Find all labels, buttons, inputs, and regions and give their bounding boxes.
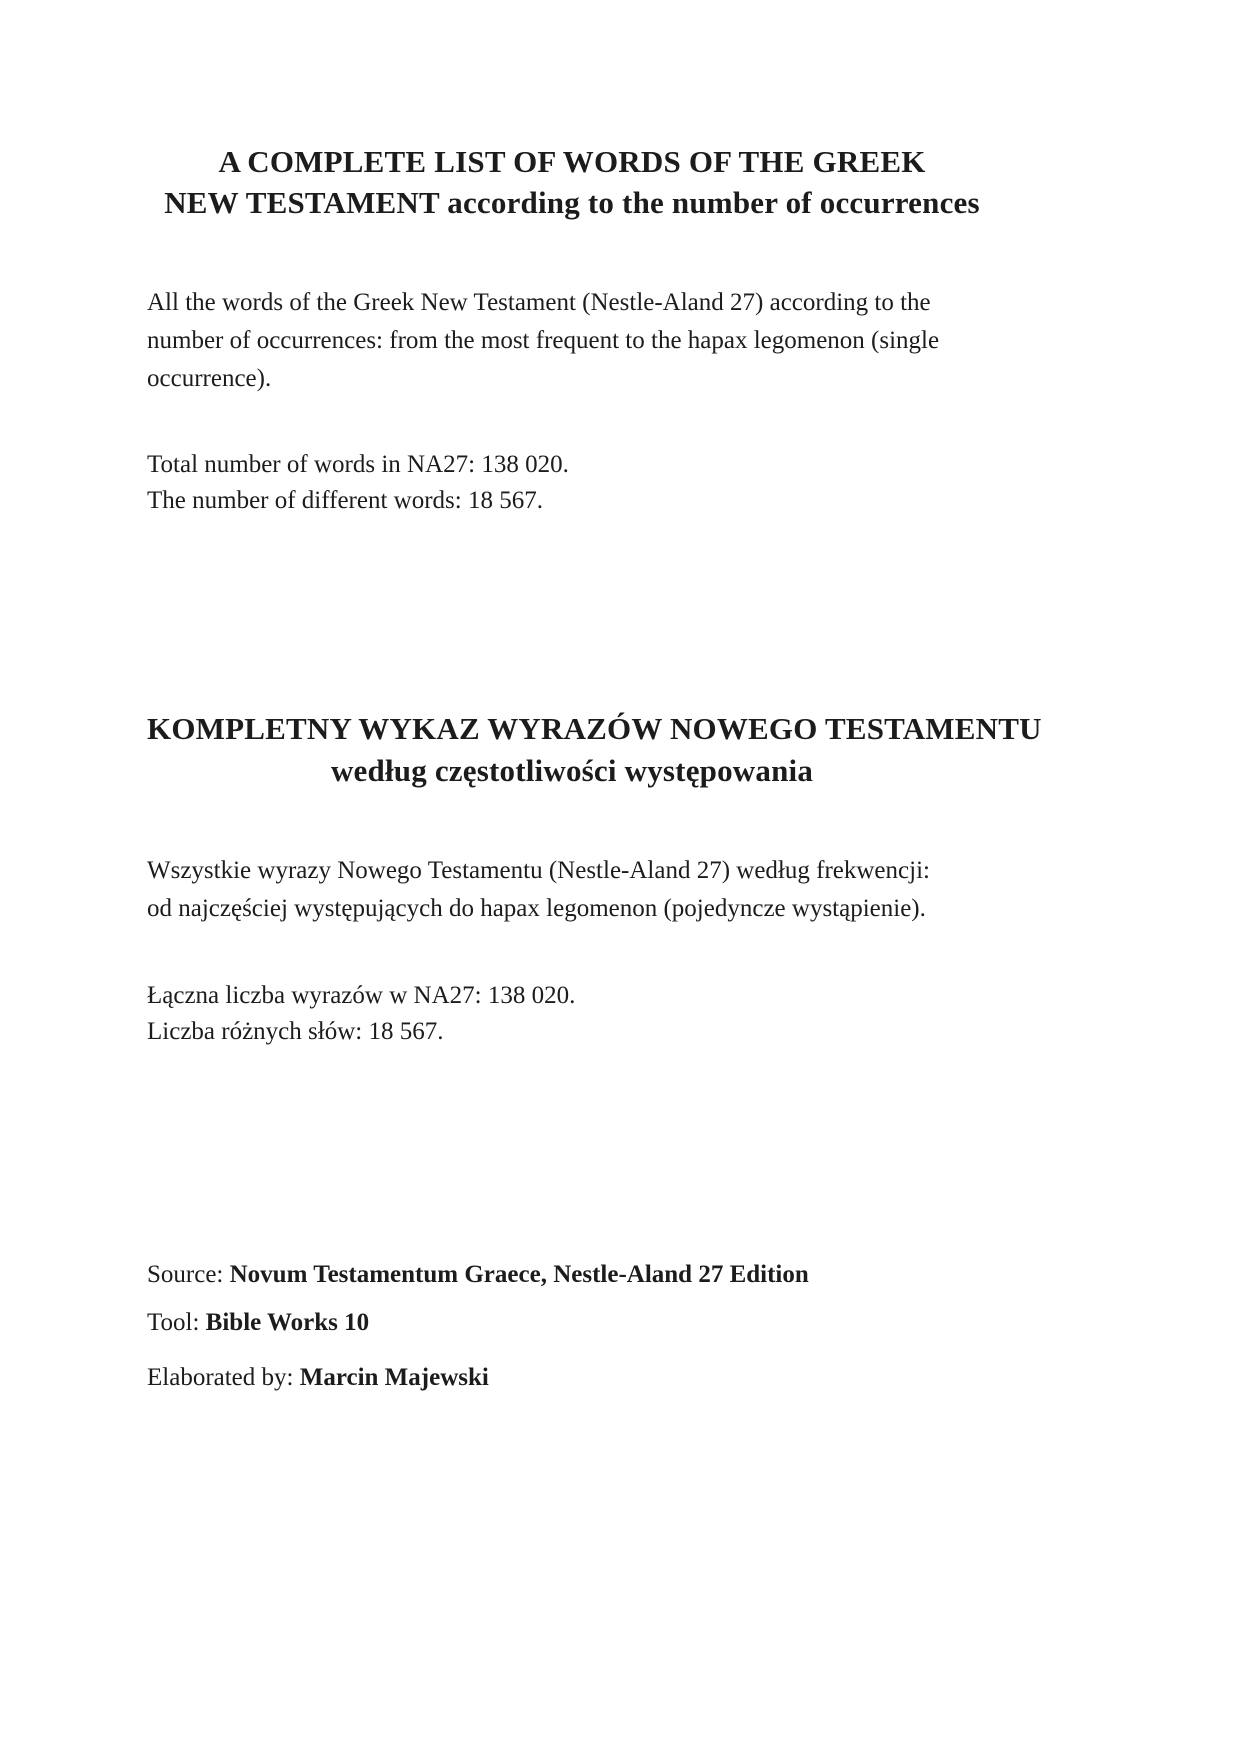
source-value: Novum Testamentum Graece, Nestle-Aland 27 Edition [229,1261,809,1288]
english-total-words: Total number of words in NA27: 138 020. [147,451,569,478]
polish-stats [147,978,997,1050]
tool-label: Tool: [147,1309,206,1336]
tool-line [147,1307,369,1339]
elaborated-label: Elaborated by: [147,1364,300,1391]
polish-title-line-1: KOMPLETNY WYKAZ WYRAZÓW NOWEGO TESTAMENTU [147,711,1042,746]
english-intro-paragraph [147,284,997,398]
polish-intro-line-2: od najczęściej występujących do hapax legomenon (pojedyncze wystąpienie). [147,895,926,922]
polish-title-line-2: według częstotliwości występowania [330,753,814,788]
english-different-words: The number of different words: 18 567. [147,487,543,514]
polish-intro-paragraph [147,852,997,928]
source-label: Source: [147,1261,230,1288]
polish-total-words: Łączna liczba wyrazów w NA27: 138 020. [147,982,576,1009]
source-line [147,1259,809,1291]
english-title-line-1: A COMPLETE LIST OF WORDS OF THE GREEK [218,144,926,179]
english-title [147,141,997,223]
tool-value: Bible Works 10 [205,1309,370,1336]
elaborated-value: Marcin Majewski [299,1364,489,1391]
english-intro-line-1: All the words of the Greek New Testament (Nestle-Aland 27) according to the [147,289,931,316]
english-title-line-2: NEW TESTAMENT according to the number of occurrences [164,185,980,220]
english-intro-line-2: number of occurrences: from the most frequent to the hapax legomenon (single [147,327,940,354]
english-stats [147,447,997,519]
polish-different-words: Liczba różnych słów: 18 567. [147,1018,444,1045]
english-intro-line-3: occurrence). [147,365,272,392]
elaborated-line [147,1362,489,1394]
polish-intro-line-1: Wszystkie wyrazy Nowego Testamentu (Nestle-Aland 27) według frekwencji: [147,857,930,884]
polish-title [147,708,1042,792]
